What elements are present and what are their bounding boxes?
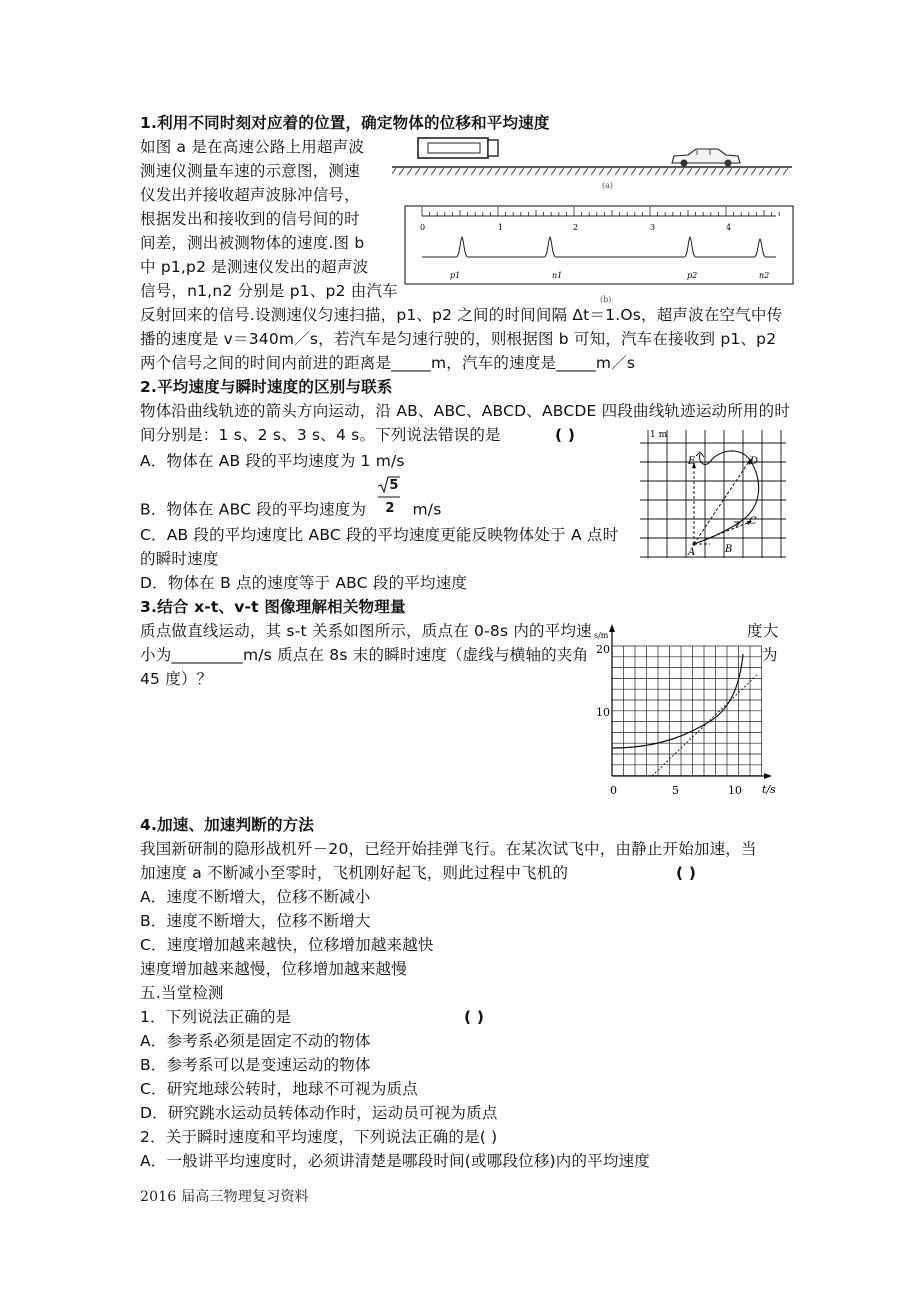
hatch-mark [527,168,532,175]
hatch-mark [415,168,420,175]
section3-heading: 3.结合 x-t、v-t 图像理解相关物理量 [140,598,406,616]
q1-option: D．研究跳水运动员转体动作时，运动员可视为质点 [140,1104,498,1122]
question-2: 2．关于瞬时速度和平均速度，下列说法正确的是( ) [140,1128,498,1146]
s4-option: C．速度增加越来越快，位移增加越来越快 [140,936,434,954]
option-c: C．AB 段的平均速度比 ABC 段的平均速度更能反映物体处于 A 点时 [140,526,619,544]
scale-label-4: 4 [726,223,732,232]
s3-line-right: 为 [762,646,778,664]
y-tick-10: 10 [596,706,610,719]
s1-line: 中 p1,p2 是测速仪发出的超声波 [140,258,369,276]
fraction-denominator: 2 [385,501,395,516]
hatch-mark [407,168,412,175]
answer-paren: ( ) [464,1008,485,1026]
s4-option: 速度增加越来越慢，位移增加越来越慢 [140,960,407,978]
figure-b-scan [404,205,796,305]
hatch-mark [767,168,772,175]
section5-heading: 五.当堂检测 [140,984,224,1002]
hatch-mark [567,168,572,175]
hatch-mark [655,168,660,175]
s1-line: 如图 a 是在高速公路上用超声波 [140,138,365,156]
hatch-mark [487,168,492,175]
s1-line: 间差，测出被测物体的速度.图 b [140,234,365,252]
hatch-mark [423,168,428,175]
hatch-mark [439,168,444,175]
hatch-mark [591,168,596,175]
s3-line-right: 度大 [747,622,779,640]
hatch-mark [671,168,676,175]
scale-label-2: 2 [573,223,579,232]
hatch-mark [775,168,780,175]
s3-line: 小为_________m/s 质点在 8s 末的瞬时速度（虚线与横轴的夹角 [140,646,589,664]
q1-option: A．参考系必须是固定不动的物体 [140,1032,371,1050]
hatch-mark [463,168,468,175]
hatch-mark [447,168,452,175]
hatch-mark [479,168,484,175]
hatch-mark [623,168,628,175]
s4-line: 加速度 a 不断减小至零时，飞机刚好起飞，则此过程中飞机的 [140,864,569,882]
s-t-graph [590,624,790,802]
hatch-mark [503,168,508,175]
hatch-mark [551,168,556,175]
q1-option: B．参考系可以是变速运动的物体 [140,1056,371,1074]
hatch-mark [735,168,740,175]
section1-heading: 1.利用不同时刻对应着的位置，确定物体的位移和平均速度 [140,114,550,132]
pulse-label-p1: p1 [450,271,461,280]
hatch-mark [599,168,604,175]
scale-label-3: 3 [650,223,656,232]
trajectory-grid-figure [636,426,788,562]
s3-line: 45 度）？ [140,670,213,688]
hatch-mark [759,168,764,175]
option-d: D．物体在 B 点的速度等于 ABC 段的平均速度 [140,574,468,592]
scale-label-1: 1 [498,223,504,232]
s1-line: 信号，n1,n2 分别是 p1、p2 由汽车 [140,282,398,300]
answer-paren: ( ) [676,864,697,882]
option-a: A．物体在 AB 段的平均速度为 1 m/s [140,452,405,470]
figure-a-road [392,130,792,192]
fraction-numerator: 5 [389,478,399,493]
option-b-unit: m/s [412,500,442,519]
page-footer: 2016 届高三物理复习资料 [140,1189,309,1205]
hatch-mark [615,168,620,175]
hatch-mark [695,168,700,175]
s-t-grid [612,646,762,776]
x-tick-0: 0 [610,784,617,797]
fig-b-label: (b) [600,295,612,304]
x-tick-10: 10 [728,784,742,797]
trajectory-grid [640,430,786,558]
s1-line: 播的速度是 v＝340m／s，若汽车是匀速行驶的，则根据图 b 可知，汽车在接收到 p1、p2 [140,330,777,348]
s4-line: 我国新研制的隐形战机歼－20，已经开始挂弹飞行。在某次试飞中，由静止开始加速，当 [140,840,757,858]
car-icon [672,149,740,167]
s1-line: 两个信号之间的时间内前进的距离是_____m，汽车的速度是_____m／s [140,354,636,372]
hatch-mark [559,168,564,175]
hatch-mark [751,168,756,175]
scale-label-0: 0 [420,223,426,232]
hatch-mark [719,168,724,175]
hatch-mark [495,168,500,175]
pulse-label-n1: n1 [552,271,563,280]
point-d-label: D [750,456,759,467]
s4-option: A．速度不断增大，位移不断减小 [140,888,371,906]
hatch-mark [471,168,476,175]
q1-option: C．研究地球公转时，地球不可视为质点 [140,1080,418,1098]
hatch-mark [431,168,436,175]
s4-option: B．速度不断增大，位移不断增大 [140,912,371,930]
option-c-cont: 的瞬时速度 [140,550,219,568]
hatch-mark [743,168,748,175]
hatch-mark [575,168,580,175]
s1-line: 测速仪测量车速的示意图，测速 [140,162,360,180]
s1-line: 反射回来的信号.设测速仪匀速扫描，p1、p2 之间的时间间隔 Δt＝1.Os，超声波在空气中传 [140,306,783,324]
hatch-mark [607,168,612,175]
grid-scale-label: 1 m [650,430,668,440]
pulse-label-n2: n2 [759,271,770,280]
hatch-mark [703,168,708,175]
s-t-curve [612,654,743,748]
fig-a-label: (a) [602,181,614,190]
hatch-mark [535,168,540,175]
s3-line: 质点做直线运动，其 s-t 关系如图所示，质点在 0-8s 内的平均速 [140,622,592,640]
point-c-label: C [749,516,757,527]
hatch-mark [663,168,668,175]
y-axis-label: s/m [594,631,609,640]
question-1: 1．下列说法正确的是 [140,1008,292,1026]
road-hatching [392,168,788,175]
x-axis-label: t/s [762,783,776,796]
hatch-mark [583,168,588,175]
answer-paren: ( ) [555,426,576,444]
hatch-mark [543,168,548,175]
s1-line: 仪发出并接收超声波脉冲信号， [140,186,360,204]
x-tick-5: 5 [672,784,679,797]
hatch-mark [631,168,636,175]
hatch-mark [511,168,516,175]
s1-line: 根据发出和接收到的信号间的时 [140,210,360,228]
hatch-mark [783,168,788,175]
hatch-mark [679,168,684,175]
hatch-mark [711,168,716,175]
s2-line: 物体沿曲线轨迹的箭头方向运动，沿 AB、ABC、ABCD、ABCDE 四段曲线轨迹运动所用的时 [140,402,791,420]
ultrasonic-device-icon [418,138,498,158]
pulse-label-p2: p2 [687,271,698,280]
y-tick-20: 20 [596,643,610,656]
point-e-label: E [688,456,696,467]
hatch-mark [399,168,404,175]
hatch-mark [455,168,460,175]
s2-line: 间分别是：1 s、2 s、3 s、4 s。下列说法错误的是 [140,426,501,444]
hatch-mark [687,168,692,175]
option-b-text: B．物体在 ABC 段的平均速度为 [140,500,367,519]
section2-heading: 2.平均速度与瞬时速度的区别与联系 [140,378,393,396]
hatch-mark [392,168,396,175]
hatch-mark [727,168,732,175]
hatch-mark [519,168,524,175]
hatch-mark [639,168,644,175]
section4-heading: 4.加速、加速判断的方法 [140,816,315,834]
q2-option-a: A．一般讲平均速度时，必须讲清楚是哪段时间(或哪段位移)内的平均速度 [140,1152,650,1170]
hatch-mark [647,168,652,175]
point-b-label: B [725,544,733,555]
point-a-label: A [688,547,696,558]
